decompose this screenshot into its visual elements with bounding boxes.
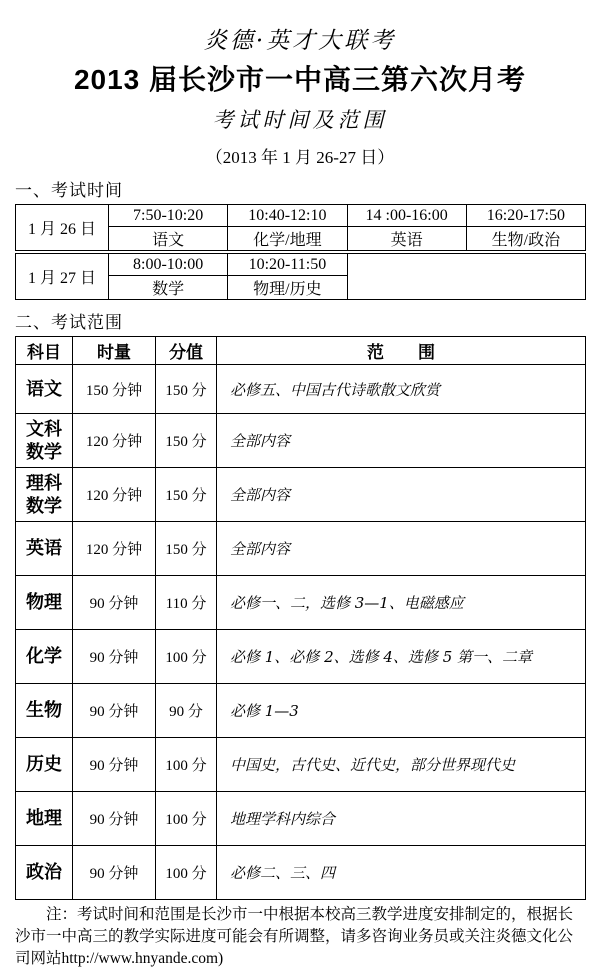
range-cell: 全部内容 [217, 468, 586, 522]
schedule-time-cell: 8:00-10:00 [109, 254, 228, 276]
col-header-range: 范 围 [217, 337, 586, 365]
duration-cell: 90 分钟 [73, 684, 156, 738]
schedule-subject-cell: 生物/政治 [466, 227, 585, 251]
table-row [16, 684, 586, 738]
subject-cell: 生物 [16, 684, 73, 738]
schedule-date-cell: 1 月 26 日 [16, 205, 109, 251]
duration-cell: 90 分钟 [73, 738, 156, 792]
duration-cell: 120 分钟 [73, 414, 156, 468]
table-row [16, 576, 586, 630]
duration-cell: 90 分钟 [73, 846, 156, 900]
score-cell: 100 分 [156, 738, 217, 792]
table-row [16, 630, 586, 684]
table-row [16, 522, 586, 576]
range-cell: 必修五、中国古代诗歌散文欣赏 [217, 365, 586, 414]
schedule-time-cell: 7:50-10:20 [109, 205, 228, 227]
range-cell: 全部内容 [217, 522, 586, 576]
subtitle: 考试时间及范围 [212, 108, 388, 132]
schedule-time-cell: 14 :00-16:00 [347, 205, 466, 227]
schedule-subject-cell: 语文 [109, 227, 228, 251]
schedule-empty-cell [347, 254, 586, 300]
score-cell: 150 分 [156, 414, 217, 468]
table-row [16, 846, 586, 900]
range-cell: 必修二、三、四 [217, 846, 586, 900]
schedule-subject-cell: 化学/地理 [228, 227, 347, 251]
range-cell: 必修 1、必修 2、选修 4、选修 5 第一、二章 [217, 630, 586, 684]
table-row [16, 205, 586, 227]
schedule-time-cell: 16:20-17:50 [466, 205, 585, 227]
duration-cell: 90 分钟 [73, 576, 156, 630]
col-header-score: 分值 [156, 337, 217, 365]
schedule-subject-cell: 物理/历史 [228, 276, 347, 300]
table-row [16, 468, 586, 522]
section-exam-time-label: 一、考试时间 [15, 181, 123, 200]
table-row [16, 792, 586, 846]
range-cell: 中国史，古代史、近代史，部分世界现代史 [217, 738, 586, 792]
score-cell: 150 分 [156, 522, 217, 576]
subject-cell: 历史 [16, 738, 73, 792]
subject-cell: 地理 [16, 792, 73, 846]
duration-cell: 120 分钟 [73, 468, 156, 522]
subject-cell: 文科数学 [16, 414, 73, 468]
range-cell: 必修 1—3 [217, 684, 586, 738]
schedule-subject-cell: 数学 [109, 276, 228, 300]
score-cell: 100 分 [156, 630, 217, 684]
exam-schedule-table-day2 [15, 253, 586, 300]
col-header-subject: 科目 [16, 337, 73, 365]
table-row [16, 738, 586, 792]
subject-cell: 英语 [16, 522, 73, 576]
col-header-duration: 时量 [73, 337, 156, 365]
brand-title: 炎德·英才大联考 [203, 28, 397, 54]
section-exam-scope-label: 二、考试范围 [15, 313, 123, 332]
range-cell: 全部内容 [217, 414, 586, 468]
range-cell: 必修一、二，选修 3—1、电磁感应 [217, 576, 586, 630]
table-row [16, 414, 586, 468]
subject-cell: 政治 [16, 846, 73, 900]
duration-cell: 90 分钟 [73, 792, 156, 846]
exam-date-range: （2013 年 1 月 26-27 日） [205, 148, 395, 167]
score-cell: 100 分 [156, 792, 217, 846]
score-cell: 110 分 [156, 576, 217, 630]
duration-cell: 90 分钟 [73, 630, 156, 684]
duration-cell: 120 分钟 [73, 522, 156, 576]
exam-schedule-table-day1 [15, 204, 586, 251]
subject-cell: 语文 [16, 365, 73, 414]
subject-cell: 物理 [16, 576, 73, 630]
subject-cell: 理科数学 [16, 468, 73, 522]
subject-cell: 化学 [16, 630, 73, 684]
schedule-date-cell: 1 月 27 日 [16, 254, 109, 300]
score-cell: 100 分 [156, 846, 217, 900]
score-cell: 150 分 [156, 365, 217, 414]
table-header-row [16, 337, 586, 365]
schedule-time-cell: 10:20-11:50 [228, 254, 347, 276]
page-title: 2013 届长沙市一中高三第六次月考 [73, 64, 527, 95]
schedule-subject-cell: 英语 [347, 227, 466, 251]
exam-scope-table [15, 336, 586, 900]
title-block [15, 18, 585, 168]
table-row [16, 254, 586, 276]
footer-note: 注：考试时间和范围是长沙市一中根据本校高三教学进度安排制定的，根据长沙市一中高三的教学实际进度可能会有所调整，请多咨询业务员或关注炎德文化公司网站http://www.hnyande.com) [15, 906, 574, 967]
range-cell: 地理学科内综合 [217, 792, 586, 846]
schedule-time-cell: 10:40-12:10 [228, 205, 347, 227]
duration-cell: 150 分钟 [73, 365, 156, 414]
score-cell: 90 分 [156, 684, 217, 738]
table-row [16, 365, 586, 414]
score-cell: 150 分 [156, 468, 217, 522]
